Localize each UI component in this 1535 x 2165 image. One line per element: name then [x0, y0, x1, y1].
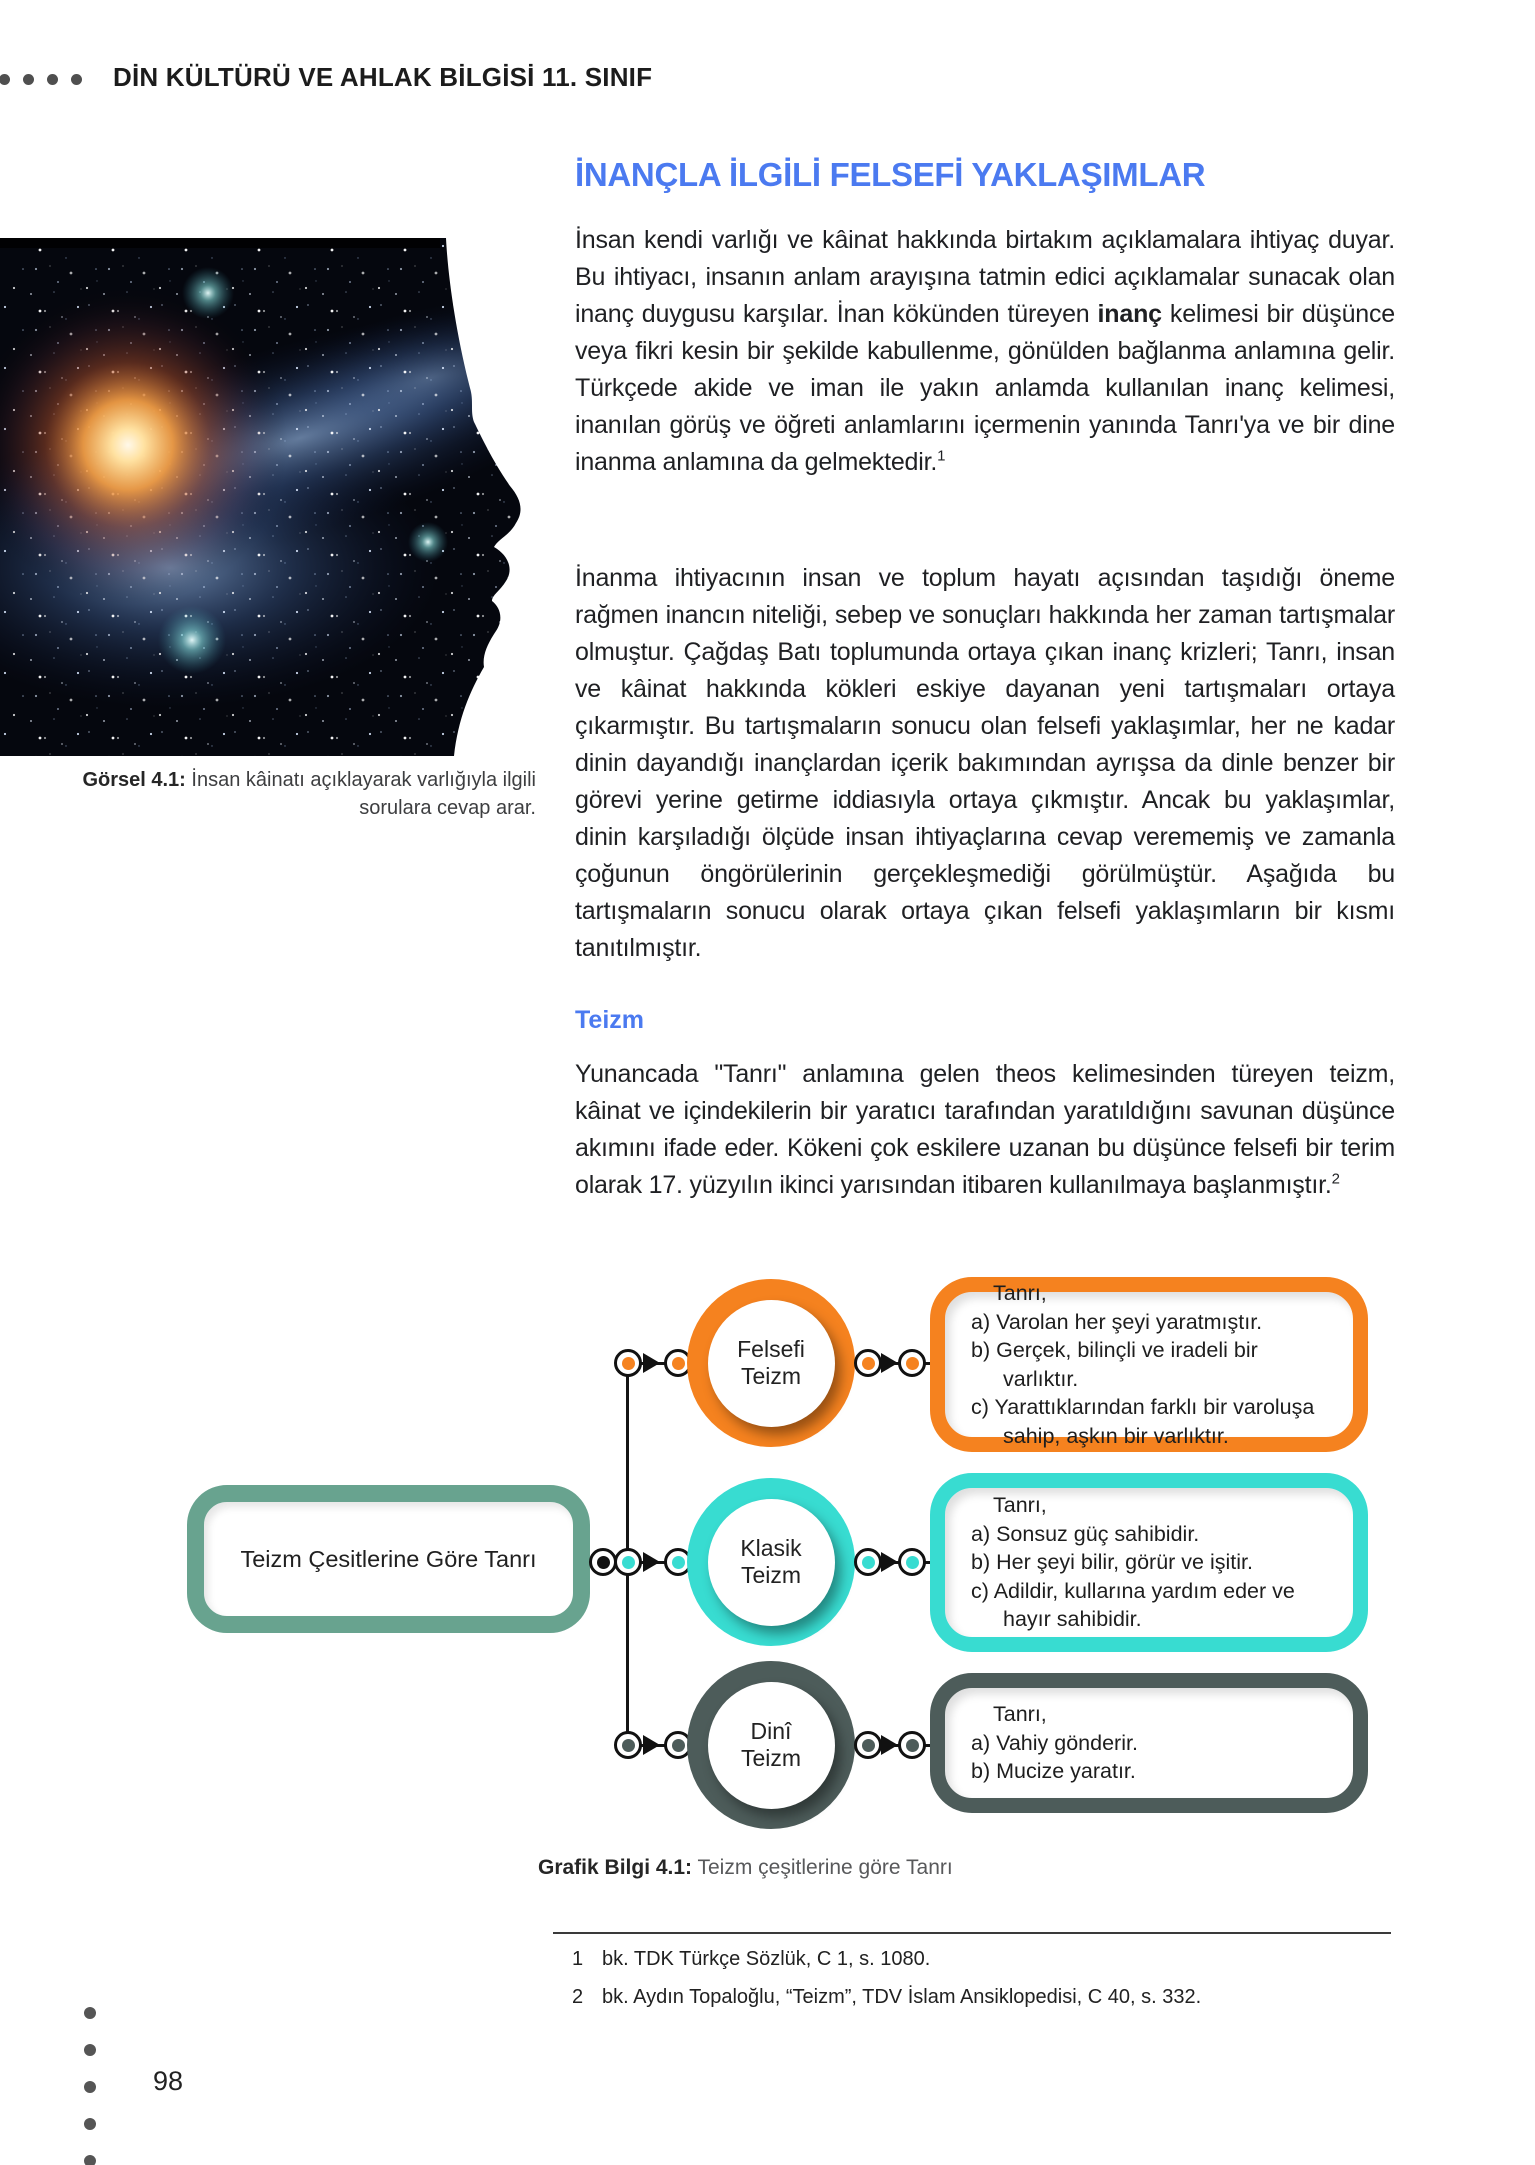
- footnote-number: 1: [572, 1948, 584, 1970]
- connector-dot-core: [862, 1357, 875, 1370]
- page-edge-dot: [84, 2155, 96, 2165]
- detail-box-item: b) Mucize yaratır.: [971, 1759, 1136, 1784]
- connector-dot-core: [862, 1739, 875, 1752]
- connector-dot-core: [906, 1556, 919, 1569]
- footnote-text: bk. Aydın Topaloğlu, “Teizm”, TDV İslam Ansiklopedisi, C 40, s. 332.: [602, 1986, 1202, 2008]
- detail-box-item: a) Varolan her şeyi yaratmıştır.: [971, 1309, 1263, 1334]
- arrow-right-icon: [643, 1552, 660, 1572]
- galaxy-head-illustration: [0, 238, 536, 756]
- diagram-node-label: Felsefi: [737, 1336, 805, 1362]
- diagram-root-node: [187, 1485, 590, 1633]
- paragraph-1-bold-term: inanç: [1097, 300, 1162, 328]
- detail-box-title: Tanrı,: [993, 1281, 1047, 1305]
- connector-dot: [898, 1731, 926, 1759]
- arrow-right-icon: [881, 1353, 898, 1373]
- page-number: 98: [153, 2066, 184, 2096]
- connector-dot-core: [672, 1739, 685, 1752]
- paragraph-2: İnanma ihtiyacının insan ve toplum hayatı açısından taşıdığı öneme rağmen inancın niteliği, sebep ve sonuçları hakkında her zaman tartışmalar olmuştur. Çağdaş Batı toplumunda ortaya çıkan inanç krizleri; Tanrı, insan ve kâinat hakkında kökleri eskiye dayanan yeni tartışmaları ortaya çıkarmıştır. Bu tartışmaların sonucu olan felsefi yaklaşımlar, her ne kadar dinin dayandığı inançlardan içerik bakımından ayrışsa da dinle benzer bir görevi yerine getirme iddiasıyla ortaya çıkmıştır. Ancak bu yaklaşımlar, dinin karşıladığı ölçüde insan ihtiyaçlarına cevap verememiş ve zamanla çoğunun öngörülerinin gerçekleşmediği görülmüştür. Aşağıda bu tartışmaların sonucu olarak ortaya çıkan felsefi yaklaşımların bir kısmı tanıtılmıştır.: [575, 564, 1395, 962]
- diagram-node-label: Teizm: [740, 1745, 802, 1771]
- book-header: DİN KÜLTÜRÜ VE AHLAK BİLGİSİ 11. SINIF: [113, 62, 653, 92]
- arrow-right-icon: [881, 1552, 898, 1572]
- connector-dot-core: [906, 1739, 919, 1752]
- connector-dot-core: [622, 1357, 635, 1370]
- paragraph-3: [575, 1056, 1395, 1204]
- footnote-number: 2: [572, 1986, 584, 2008]
- detail-box-item: b) Gerçek, bilinçli ve iradeli bir varlıktır.: [971, 1338, 1258, 1391]
- arrow-right-icon: [643, 1353, 660, 1373]
- detail-box-item: c) Adildir, kullarına yardım eder ve hayır sahibidir.: [971, 1578, 1295, 1632]
- header-dot: [47, 74, 58, 85]
- connector-dot: [898, 1349, 926, 1377]
- diagram-node-klasik-teizm: [687, 1478, 855, 1646]
- diagram-detail-box-felsefi: [930, 1277, 1368, 1452]
- diagram-node-felsefi-teizm: [687, 1279, 855, 1447]
- diagram-root-label: Teizm Çesitlerine Göre Tanrı: [240, 1545, 537, 1572]
- page-edge-dot: [84, 2118, 96, 2130]
- connector-dot: [898, 1548, 926, 1576]
- diagram-node-label-wrap: [708, 1682, 835, 1809]
- connector-dot-core: [862, 1556, 875, 1569]
- footnote-ref-2: 2: [1331, 1170, 1340, 1188]
- arrow-right-icon: [643, 1735, 660, 1755]
- figure-caption: [60, 766, 536, 822]
- connector-dot: [854, 1731, 882, 1759]
- page-edge-dot: [84, 2044, 96, 2056]
- diagram-caption-label: Grafik Bilgi 4.1:: [538, 1856, 693, 1879]
- paragraph-3-text: Yunancada "Tanrı" anlamına gelen theos kelimesinden türeyen teizm, kâinat ve içindekilerin bir yaratıcı tarafından yaratıldığını savunan düşünce akımını ifade eder. Kökeni çok eskilere uzanan bu düşünce felsefi bir terim olarak 17. yüzyılın ikinci yarısından itibaren kullanılmaya başlanmıştır.: [575, 1060, 1395, 1199]
- connector-dot: [614, 1548, 642, 1576]
- figure-caption-label: Görsel 4.1:: [82, 769, 186, 791]
- arrow-right-icon: [881, 1735, 898, 1755]
- paragraph-1-text: İnsan kendi varlığı ve kâinat hakkında birtakım açıklamalara ihtiyaç duyar. Bu ihtiyacı, insanın anlam arayışına tatmin edici açıklamalar sunacak olan inanç duygusu karşılar. İnan kökünden türeyen: [575, 226, 1395, 328]
- connector-dot: [854, 1548, 882, 1576]
- detail-box-item: a) Sonsuz güç sahibidir.: [971, 1521, 1200, 1546]
- connector-dot-core: [622, 1739, 635, 1752]
- page-edge-dots: [84, 2007, 96, 2165]
- connector-dot-core: [597, 1556, 610, 1569]
- header-dots: [0, 74, 82, 85]
- diagram-detail-box-dini: [930, 1673, 1368, 1813]
- page-edge-dot: [84, 2081, 96, 2093]
- detail-box-title: Tanrı,: [993, 1702, 1047, 1727]
- diagram-node-label: Dinî: [750, 1718, 792, 1744]
- connector-dot: [854, 1349, 882, 1377]
- connector-dot-core: [906, 1357, 919, 1370]
- connector-dot-core: [622, 1556, 635, 1569]
- detail-box-item: c) Yarattıklarından farklı bir varoluşa sahip, aşkın bir varlıktır.: [971, 1395, 1315, 1448]
- paragraph-1: [575, 222, 1395, 481]
- diagram-node-label: Teizm: [740, 1562, 802, 1588]
- header-dot: [0, 74, 10, 85]
- header-dot: [23, 74, 34, 85]
- connector-dot-core: [672, 1556, 685, 1569]
- footnote-ref-1: 1: [937, 447, 946, 465]
- diagram-caption-text: Teizm çeşitlerine göre Tanrı: [692, 1856, 953, 1879]
- diagram-caption: [538, 1856, 953, 1880]
- page-title: İNANÇLA İLGİLİ FELSEFİ YAKLAŞIMLAR: [575, 156, 1206, 193]
- paragraph-1-text: kelimesi bir düşünce veya fikri kesin bir şekilde kabullenme, gönülden bağlanma anlamına gelir. Türkçede akide ve iman ile yakın anlamda kullanılan inanç kelimesi, inanılan görüş ve öğreti anlamlarını içermenin yanında Tanrı'ya ve bir dine inanma anlamına da gelmektedir.: [575, 300, 1395, 476]
- detail-box-item: a) Vahiy gönderir.: [971, 1730, 1138, 1755]
- footnote-2: [572, 1986, 1402, 2009]
- diagram-node-label: Teizm: [740, 1363, 802, 1389]
- footnote-1: [572, 1948, 1402, 1971]
- diagram-node-label-wrap: [708, 1300, 835, 1427]
- detail-box-item: b) Her şeyi bilir, görür ve işitir.: [971, 1550, 1253, 1575]
- section-heading-teizm: Teizm: [575, 1006, 644, 1034]
- diagram-node-label-wrap: [708, 1499, 835, 1626]
- footnote-text: bk. TDK Türkçe Sözlük, C 1, s. 1080.: [602, 1948, 931, 1970]
- detail-box-title: Tanrı,: [993, 1493, 1047, 1518]
- diagram-node-label: Klasik: [740, 1535, 802, 1561]
- connector-dot-core: [672, 1357, 685, 1370]
- diagram-node-dini-teizm: [687, 1661, 855, 1829]
- connector-dot: [589, 1548, 617, 1576]
- page-edge-dot: [84, 2007, 96, 2019]
- galaxy-head-image: [0, 238, 536, 756]
- header-dot: [71, 74, 82, 85]
- diagram-detail-box-klasik: [930, 1473, 1368, 1652]
- connector-dot: [614, 1349, 642, 1377]
- footnote-divider: [553, 1932, 1391, 1934]
- figure-caption-text: İnsan kâinatı açıklayarak varlığıyla ilgili sorulara cevap arar.: [185, 769, 536, 819]
- connector-dot: [614, 1731, 642, 1759]
